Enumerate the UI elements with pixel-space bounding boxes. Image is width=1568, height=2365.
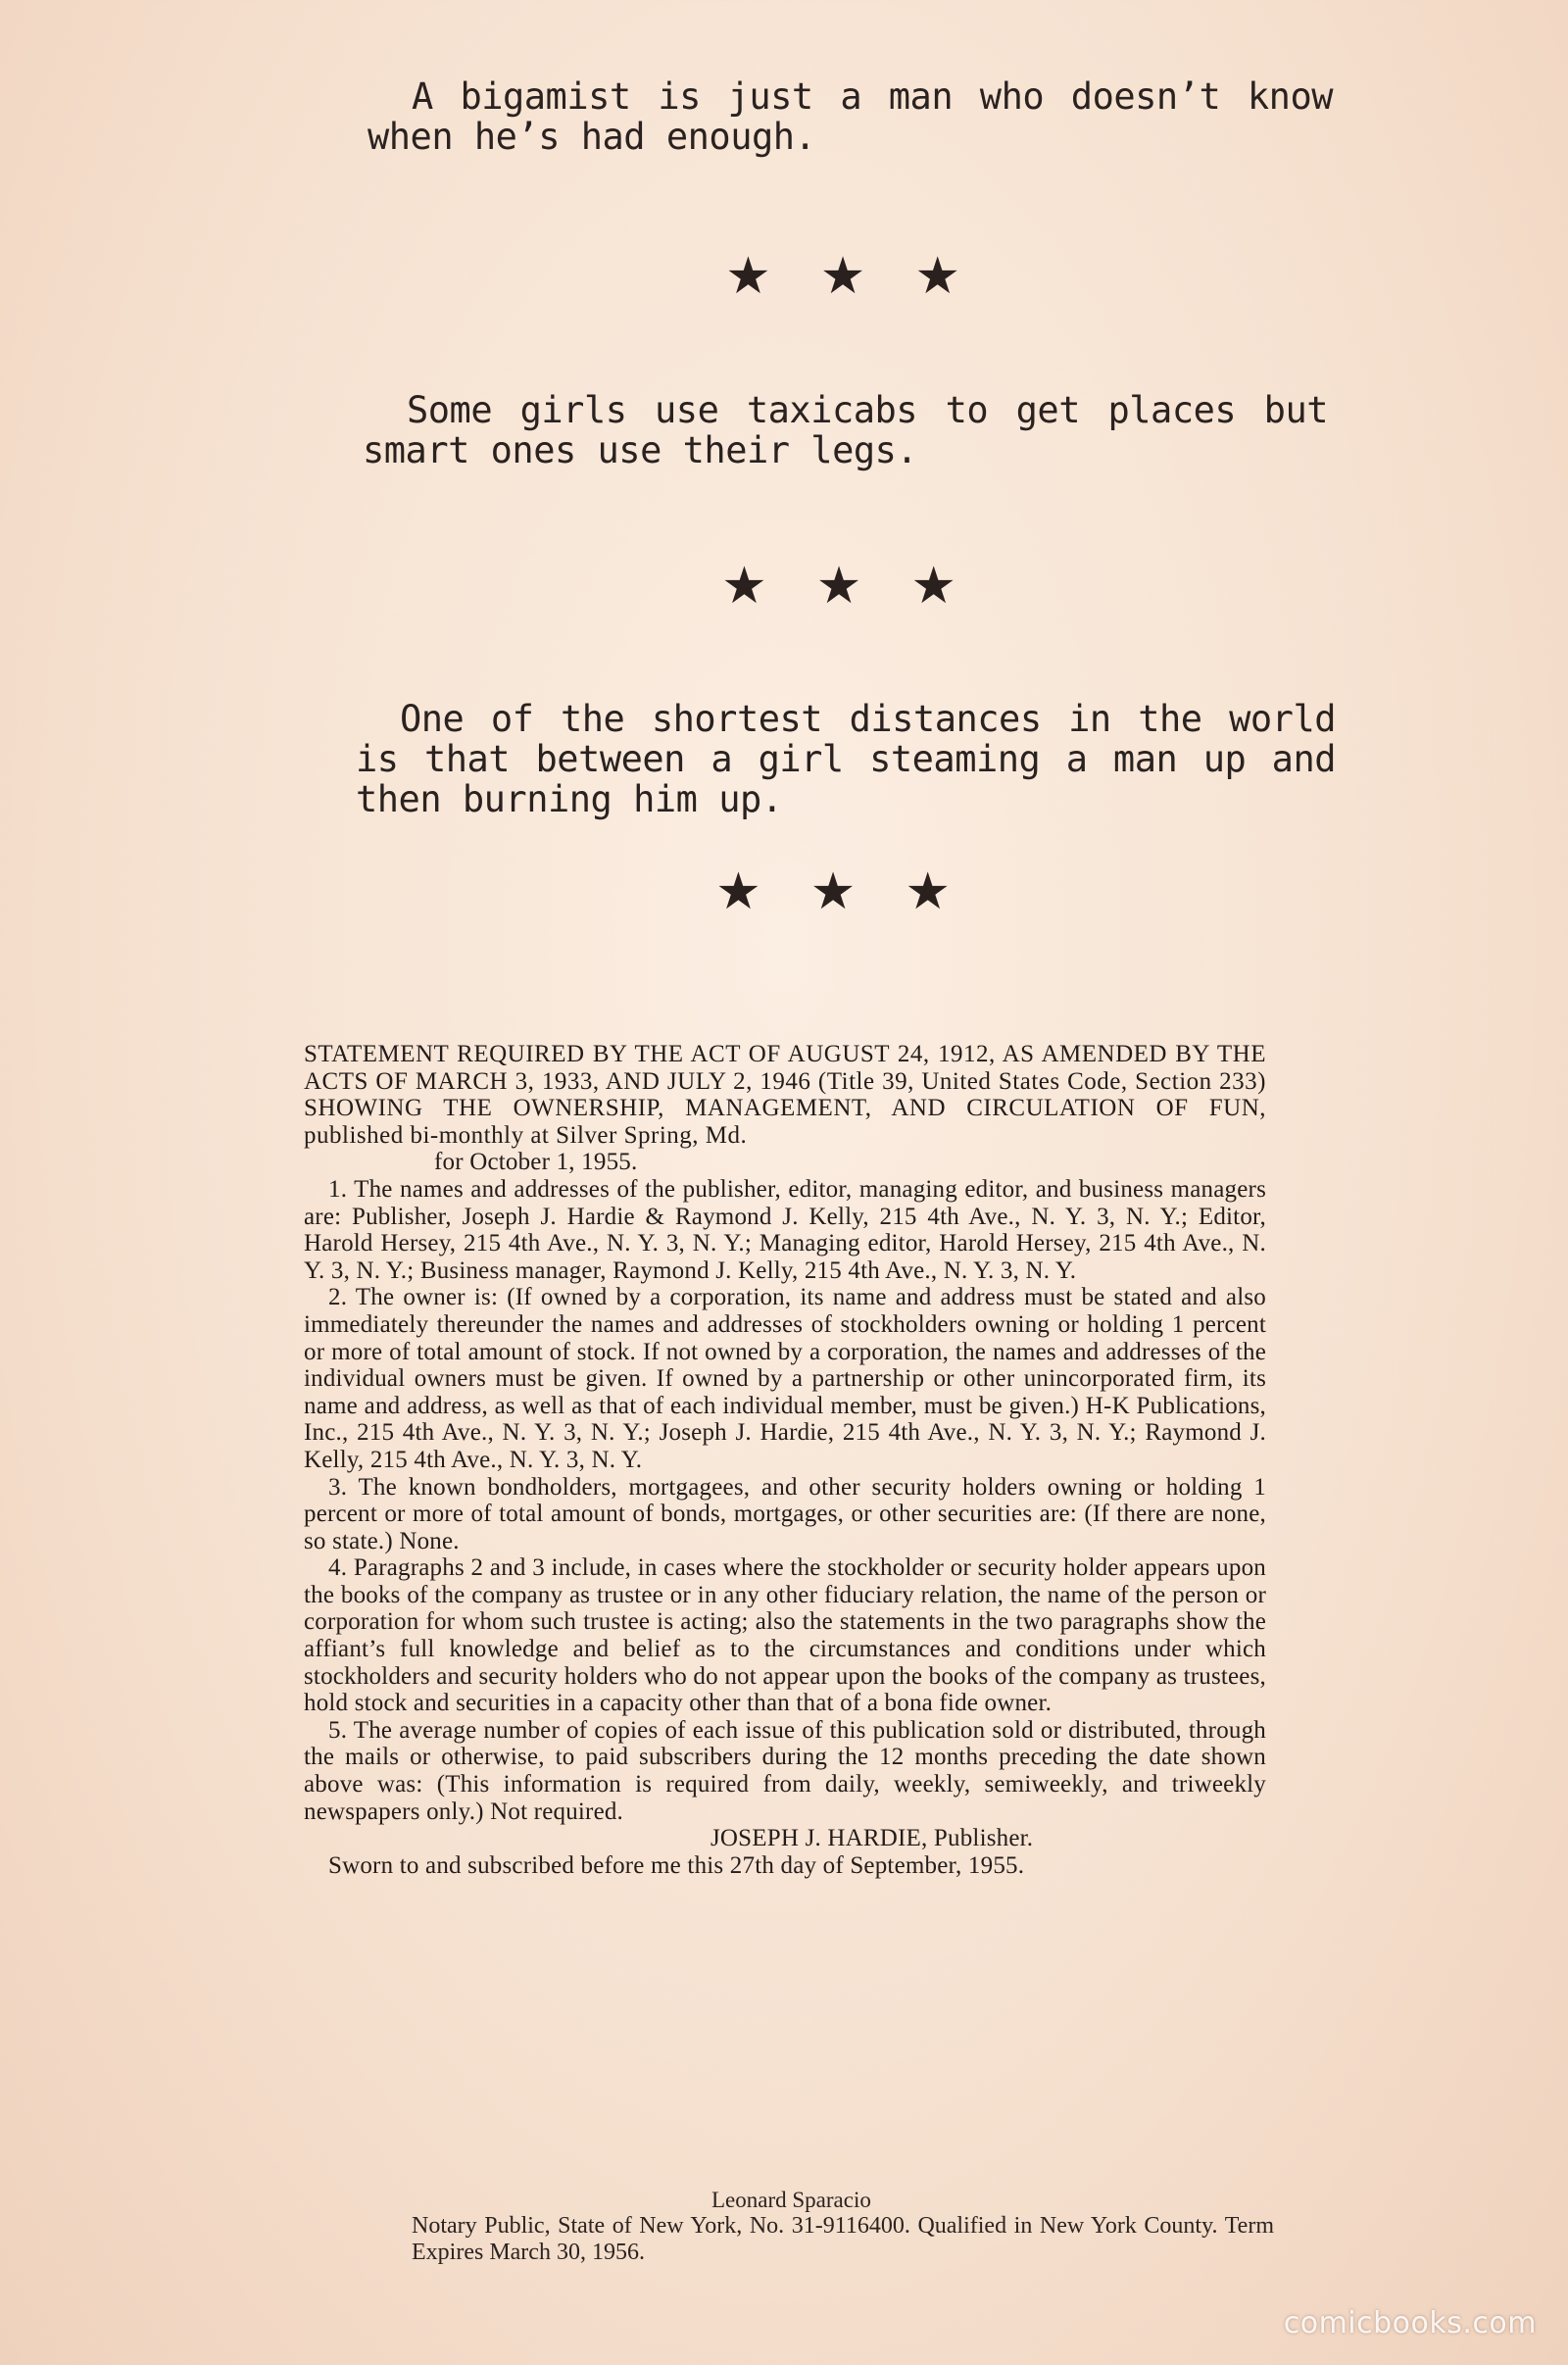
sworn-statement: Sworn to and subscribed before me this 27th day of September, 1955. (328, 1851, 1025, 1879)
star-separator-3 (49, 862, 1568, 921)
star-separator-1 (59, 247, 1568, 306)
star-icon: ★ (819, 247, 866, 306)
joke-3-text: One of the shortest distances in the world is that between a girl steaming a man up and then burning him up. (356, 698, 1336, 820)
publisher-signature: JOSEPH J. HARDIE, Publisher. (710, 1825, 1034, 1852)
notary-line-2: Qualified in New York County. Term Expires March 30, 1956. (412, 2213, 1274, 2265)
statement-paragraph-1: 1. The names and addresses of the publisher, editor, managing editor, and business managers are: Publisher, Joseph J. Hardie & Raymond J. Kelly, 215 4th Ave., N. Y. 3, N. Y.; Editor, Harold Hersey, 215 4th Ave., N. Y. 3, N. Y.; Managing editor, Harold Hersey, 215 4th Ave., N. Y. 3, N. Y.; Business manager, Raymond J. Kelly, 215 4th Ave., N. Y. 3, N. Y. (304, 1175, 1266, 1284)
joke-1-text: A bigamist is just a man who doesn’t know when he’s had enough. (368, 75, 1333, 158)
star-icon: ★ (815, 557, 862, 616)
star-icon: ★ (721, 557, 767, 616)
notary-name: Leonard Sparacio (711, 2188, 871, 2212)
star-separator-2 (55, 557, 1568, 616)
star-icon: ★ (725, 247, 771, 306)
joke-2 (363, 390, 1328, 470)
statement-paragraph-4: 4. Paragraphs 2 and 3 include, in cases where the stockholder or security holder appears upon the books of the company as trustee or in any other fiduciary relation, the name of the person or corporation for whom such trustee is acting; also the statements in the two paragraphs show the affiant’s full knowledge and belief as to the circumstances and conditions under which stockholders and security holders who do not appear upon the books of the company as trustees, hold stock and securities in a capacity other than that of a bona fide owner. (304, 1554, 1266, 1717)
star-icon: ★ (905, 862, 951, 921)
notary-block (412, 2187, 1274, 2266)
joke-1 (368, 76, 1333, 157)
joke-3 (356, 699, 1336, 819)
statement-paragraph-3: 3. The known bondholders, mortgagees, and other security holders owning or holding 1 percent or more of total amount of bonds, mortgages, or other securities are: (If there are none, so state.) None. (304, 1473, 1266, 1554)
notary-line-1: Notary Public, State of New York, No. 31-9116400. (412, 2213, 910, 2239)
statement-heading: STATEMENT REQUIRED BY THE ACT OF AUGUST 24, 1912, AS AMENDED BY THE ACTS OF MARCH 3, 1933, AND JULY 2, 1946 (Title 39, United States Code, Section 233) SHOWING THE OWNERSHIP, MANAGEMENT, AND CIRCULATION OF FUN, published bi-monthly at Silver Spring, Md. (304, 1041, 1266, 1149)
star-icon: ★ (910, 557, 956, 616)
statement-date: for October 1, 1955. (434, 1149, 638, 1176)
site-watermark: comicbooks.com (1283, 2306, 1537, 2340)
star-icon: ★ (715, 862, 761, 921)
star-icon: ★ (914, 247, 960, 306)
notary-commission (412, 2213, 1274, 2266)
statement-paragraph-5: 5. The average number of copies of each issue of this publication sold or distributed, through the mails or otherwise, to paid subscribers during the 12 months preceding the date shown above was: (This information is required from daily, weekly, semiweekly, and triweekly newspapers only.) Not required. (304, 1716, 1266, 1825)
star-icon: ★ (809, 862, 857, 921)
joke-2-text: Some girls use taxicabs to get places but smart ones use their legs. (363, 389, 1328, 471)
ownership-statement (304, 1041, 1266, 1879)
statement-paragraph-2: 2. The owner is: (If owned by a corporation, its name and address must be stated and also immediately thereunder the names and addresses of stockholders owning or holding 1 percent or more of total amount of stock. If not owned by a corporation, the names and addresses of the individual owners must be given. If owned by a partnership or other unincorporated firm, its name and address, as well as that of each individual member, must be given.) H-K Publications, Inc., 215 4th Ave., N. Y. 3, N. Y.; Joseph J. Hardie, 215 4th Ave., N. Y. 3, N. Y.; Raymond J. Kelly, 215 4th Ave., N. Y. 3, N. Y. (304, 1284, 1266, 1473)
